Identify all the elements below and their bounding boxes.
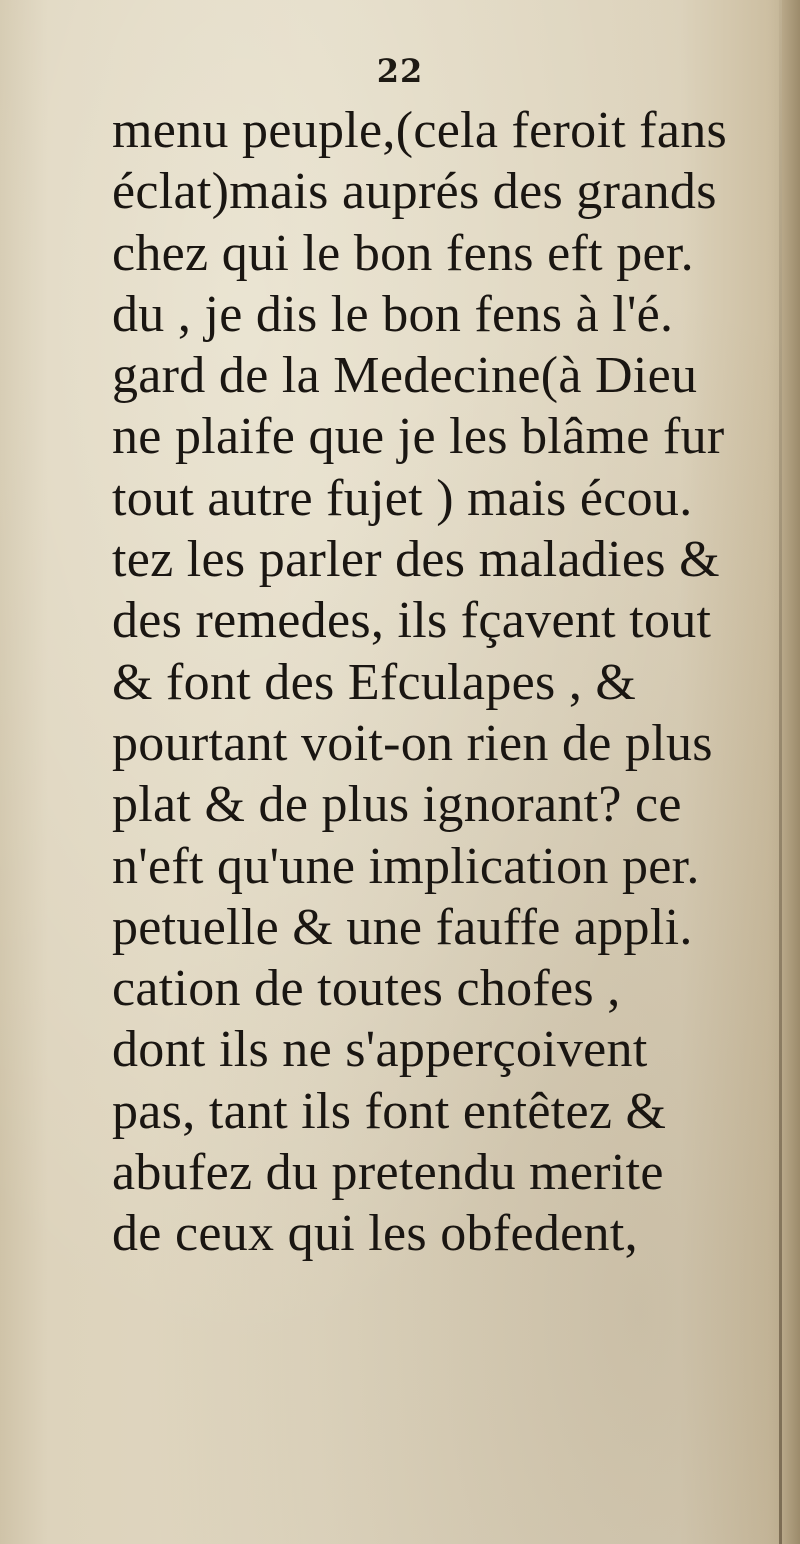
text-line: pas, tant ils font entêtez & [112, 1082, 667, 1140]
text-line: des remedes, ils fçavent tout [112, 592, 712, 650]
page-number: 22 [376, 52, 424, 90]
text-line: ne plaife que je les blâme fur [112, 408, 725, 466]
body-text [112, 100, 752, 1265]
text-line: pourtant voit-on rien de plus [112, 714, 713, 772]
text-line: plat & de plus ignorant? ce [112, 776, 682, 834]
text-line: n'eft qu'une implication per. [112, 837, 700, 895]
text-line: de ceux qui les obfedent, [112, 1205, 638, 1263]
text-line: tout autre fujet ) mais écou. [112, 469, 693, 527]
text-line: gard de la Medecine(à Dieu [112, 347, 698, 405]
text-line: petuelle & une fauffe appli. [112, 898, 693, 956]
binding-shadow [782, 0, 800, 1544]
text-line: abufez du pretendu merite [112, 1144, 664, 1202]
text-line: & font des Efculapes , & [112, 653, 637, 711]
text-line: éclat)mais auprés des grands [112, 163, 717, 221]
text-line: menu peuple,(cela feroit fans [112, 102, 728, 159]
text-line: cation de toutes chofes , [112, 960, 621, 1018]
text-line: dont ils ne s'apperçoivent [112, 1021, 648, 1079]
text-line: chez qui le bon fens eft per. [112, 224, 694, 282]
text-line: tez les parler des maladies & [112, 531, 720, 589]
text-line: du , je dis le bon fens à l'é. [112, 285, 674, 343]
